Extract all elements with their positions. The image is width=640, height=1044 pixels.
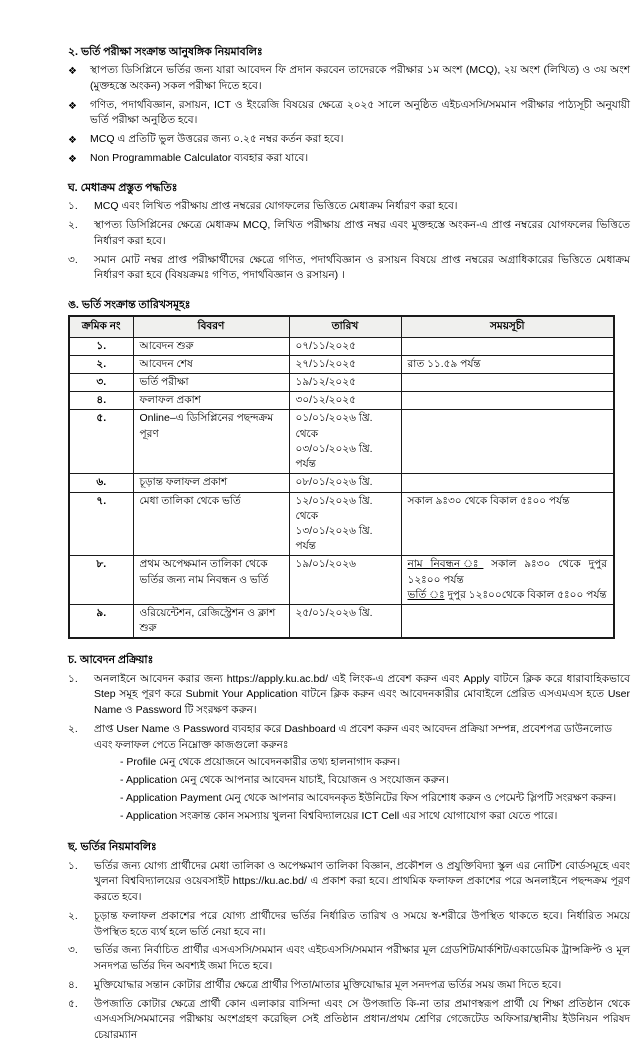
list-item [68, 672, 630, 719]
col-header-description: বিবরণ [133, 316, 289, 337]
diamond-bullet-icon: ❖ [68, 135, 77, 147]
sub-list-item: - Profile মেনু থেকে প্রয়োজনে আবেদনকারীর তথ্য হালনাগাদ করুন। [120, 756, 401, 769]
list-item-number: ২. [68, 722, 78, 735]
diamond-bullet-icon: ❖ [68, 154, 77, 166]
list-item [68, 98, 630, 130]
cell-date [289, 392, 401, 410]
cell-serial: ২. [69, 355, 133, 373]
cell-serial: ৬. [69, 474, 133, 492]
col-header-serial: ক্রমিক নং [69, 316, 133, 337]
table-row [69, 355, 614, 373]
cell-date [289, 337, 401, 355]
list-item-number: ১. [68, 200, 78, 213]
list-item [68, 978, 630, 994]
list-item [68, 722, 630, 827]
list-item-text: ভর্তির জন্য নির্বাচিত প্রার্থীর এসএসসি/সমমান এবং এইচএসসি/সমমান পরীক্ষার মূল গ্রেডশিট/মার্কশিট/একাডেমিক ট্রান্সক্রিপ্ট ও মূল সনদপত্র ভর্তির দিন অবশ্যই জমা দিতে হবে। [94, 944, 630, 973]
list-item-number: ১. [68, 859, 78, 872]
col-header-date: তারিখ [289, 316, 401, 337]
sub-list-item: - Application মেনু থেকে আপনার আবেদন যাচাই, বিয়োজন ও সংযোজন করুন। [120, 774, 449, 787]
cell-date [289, 492, 401, 556]
admission-dates-table [68, 315, 615, 639]
section-admission-rules [68, 839, 630, 1043]
table-row [69, 337, 614, 355]
cell-schedule [401, 492, 614, 556]
list-item-text: স্থাপত্য ডিসিপ্লিনে ভর্তির জন্য যারা আবেদন ফি প্রদান করবেন তাদেরকে পরীক্ষার ১ম অংশ (MCQ), ২য় অংশ (লিখিত) ও ৩য় অংশ (মুক্তহস্তে অংকন) সকল পরীক্ষা দিতে হবে। [90, 64, 630, 92]
list-item-text: সমান মোট নম্বর প্রাপ্ত পরীক্ষার্থীদের ক্ষেত্রে গণিত, পদার্থবিজ্ঞান ও রসায়ন বিষয়ে প্রাপ্ত নম্বরের অগ্রাধিকারের ভিত্তিতে মেধাক্রম নির্ধারণ করা হবে (বিষয়ক্রমঃ গণিত, পদার্থবিজ্ঞান ও রসায়ন) । [94, 253, 630, 282]
list-item-number: ২. [68, 219, 78, 232]
sub-list-item: - Application সংক্রান্ত কোন সমস্যায় খুলনা বিশ্ববিদ্যালয়ের ICT Cell এর সাথে যোগাযোগ করা যেতে পারে। [120, 809, 558, 822]
section-exam-rules [68, 44, 630, 167]
cell-schedule [401, 337, 614, 355]
list-item-text: গণিত, পদার্থবিজ্ঞান, রসায়ন, ICT ও ইংরেজি বিষয়ের ক্ষেত্রে ২০২৫ সালে অনুষ্ঠিত এইচএসসি/সমমান পরীক্ষার পাঠ্যসূচী অনুযায়ী ভর্তি পরীক্ষা অনুষ্ঠিত হবে। [90, 98, 630, 127]
list-item-text: MCQ এবং লিখিত পরীক্ষায় প্রাপ্ত নম্বরের যোগফলের ভিত্তিতে মেধাক্রম নির্ধারণ করা হবে। [94, 200, 458, 213]
schedule-line: সকাল ৯ঃ৩০ থেকে বিকাল ৫ঃ০০ পর্যন্ত [407, 494, 570, 507]
cell-serial: ৯. [69, 605, 133, 639]
cell-schedule [401, 410, 614, 474]
list-item-text: স্থাপত্য ডিসিপ্লিনের ক্ষেত্রে মেধাক্রম MCQ, লিখিত পরীক্ষায় প্রাপ্ত নম্বর এবং মুক্তহস্তে অংকন-এ প্রাপ্ত নম্বরের যোগফলের ভিত্তিতে নির্ধারণ করা হবে। [94, 219, 630, 247]
section-merit-method [68, 180, 630, 284]
date-line: ৩০/১২/২০২৫ [295, 394, 356, 407]
list-item-text: ভর্তির জন্য যোগ্য প্রার্থীদের মেধা তালিকা ও অপেক্ষমাণ তালিকা বিজ্ঞান, প্রকৌশল ও প্রযুক্তিবিদ্যা স্কুল এর নোটিশ বোর্ডসমূহে এবং খুলনা বিশ্ববিদ্যালয়ের ওয়েবসাইট https://ku.ac.bd/ এ প্রকাশ করা হবে। প্রাথমিক ফলাফল প্রকাশের পরে অনলাইনে পছন্দক্রম পূরণ করতে হবে। [94, 859, 630, 904]
cell-date [289, 410, 401, 474]
cell-schedule [401, 373, 614, 391]
admission-rules-list [68, 859, 630, 1044]
date-line: ০১/০১/২০২৬ খ্রি. থেকে [295, 412, 373, 440]
cell-description: চূড়ান্ত ফলাফল প্রকাশ [133, 474, 289, 492]
list-item-number: ২. [68, 909, 78, 922]
date-line: ২৭/১১/২০২৫ [295, 357, 356, 370]
cell-description: ভর্তি পরীক্ষা [133, 373, 289, 391]
schedule-line: রাত ১১.৫৯ পর্যন্ত [407, 357, 481, 370]
table-row [69, 410, 614, 474]
section-admission-rules-title: ছ. ভর্তির নিয়মাবলিঃ [68, 841, 157, 854]
table-row [69, 392, 614, 410]
cell-schedule [401, 355, 614, 373]
cell-date [289, 373, 401, 391]
cell-description: মেধা তালিকা থেকে ভর্তি [133, 492, 289, 556]
section-application-title: চ. আবেদন প্রক্রিয়াঃ [68, 654, 154, 667]
application-process-list [68, 672, 630, 827]
cell-schedule [401, 605, 614, 639]
cell-date [289, 556, 401, 605]
diamond-bullet-icon: ❖ [68, 100, 77, 112]
table-row [69, 474, 614, 492]
cell-schedule [401, 474, 614, 492]
cell-date [289, 474, 401, 492]
date-line: ১৯/০১/২০২৬ [295, 558, 356, 571]
list-item-number: ১. [68, 672, 78, 685]
list-item [68, 132, 630, 148]
cell-description: ফলাফল প্রকাশ [133, 392, 289, 410]
date-line: ০৭/১১/২০২৫ [295, 339, 356, 352]
section-merit-title: ঘ. মেধাক্রম প্রস্তুত পদ্ধতিঃ [68, 182, 178, 195]
date-line: ১২/০১/২০২৬ খ্রি. থেকে [295, 494, 373, 522]
list-item [68, 997, 630, 1044]
list-item [68, 943, 630, 975]
date-line: ২৫/০১/২০২৬ খ্রি. [295, 607, 373, 620]
table-row [69, 556, 614, 605]
list-item-text: Non Programmable Calculator ব্যবহার করা যাবে। [90, 152, 309, 165]
list-item-text: প্রাপ্ত User Name ও Password ব্যবহার করে Dashboard এ প্রবেশ করুন এবং আবেদন প্রক্রিয়া সম্পন্ন, প্রবেশপত্র ডাউনলোড এবং ফলাফল পেতে নিম্নোক্ত কাজগুলো করুনঃ [94, 722, 613, 751]
date-line: ০৮/০১/২০২৬ খ্রি. [295, 476, 373, 489]
cell-serial: ৭. [69, 492, 133, 556]
schedule-line: ভর্তি ঃ দুপুর ১২ঃ০০থেকে বিকাল ৫ঃ০০ পর্যন্ত [407, 588, 607, 601]
cell-description: Online–এ ডিসিপ্লিনের পছন্দক্রম পূরণ [133, 410, 289, 474]
list-item [68, 151, 630, 167]
list-item-number: ৫. [68, 997, 78, 1010]
list-item [68, 909, 630, 941]
sub-list [120, 755, 630, 824]
date-line: ১৯/১২/২০২৫ [295, 375, 356, 388]
list-item-number: ৩. [68, 253, 78, 266]
list-item [68, 253, 630, 285]
cell-serial: ৮. [69, 556, 133, 605]
sub-list-item: - Application Payment মেনু থেকে আপনার আবেদনকৃত ইউনিটের ফিস পরিশোধ করুন ও পেমেন্ট স্লিপটি সংরক্ষণ করুন। [120, 791, 617, 804]
cell-serial: ১. [69, 337, 133, 355]
list-item-text: MCQ এ প্রতিটি ভুল উত্তরের জন্য ০.২৫ নম্বর কর্তন করা হবে। [90, 133, 344, 146]
exam-rules-list [68, 63, 630, 167]
list-item-text: উপজাতি কোটার ক্ষেত্রে প্রার্থী কোন এলাকার বাসিন্দা এবং সে উপজাতি কি-না তার প্রমাণস্বরূপ প্রার্থী যে শিক্ষা প্রতিষ্ঠান থেকে এসএসসি/সমমানের পরীক্ষায় অংশগ্রহণ করেছিল সেই প্রতিষ্ঠান প্রধান/প্রথম শ্রেণির গেজেটেড অফিসার/স্থানীয় ইউনিয়ন পরিষদ চেয়ারম্যান [94, 997, 630, 1042]
schedule-label-underlined: নাম নিবন্ধন ঃ [407, 558, 484, 571]
list-item [68, 218, 630, 250]
cell-serial: ৪. [69, 392, 133, 410]
cell-schedule [401, 556, 614, 605]
col-header-schedule: সময়সূচী [401, 316, 614, 337]
list-item-text: চূড়ান্ত ফলাফল প্রকাশের পরে যোগ্য প্রার্থীদের ভর্তির নির্ধারিত তারিখ ও সময়ে স্ব-শরীরে উপস্থিত থাকতে হবে। নির্ধারিত সময়ে উপস্থিত হতে ব্যর্থ হলে ভর্তি নেয়া হবে না। [94, 909, 630, 938]
cell-description: প্রথম অপেক্ষমান তালিকা থেকে ভর্তির জন্য নাম নিবন্ধন ও ভর্তি [133, 556, 289, 605]
cell-date [289, 605, 401, 639]
section-exam-rules-title: ২. ভর্তি পরীক্ষা সংক্রান্ত আনুষঙ্গিক নিয়মাবলিঃ [68, 46, 263, 58]
merit-method-list [68, 199, 630, 284]
list-item-number: ৪. [68, 978, 78, 991]
cell-description: ওরিয়েন্টেশন, রেজিস্ট্রেশন ও ক্লাশ শুরু [133, 605, 289, 639]
list-item [68, 199, 630, 215]
list-item [68, 63, 630, 95]
diamond-bullet-icon: ❖ [68, 66, 77, 78]
list-item-text: মুক্তিযোদ্ধার সন্তান কোটার প্রার্থীর ক্ষেত্রে প্রার্থীর পিতা/মাতার মুক্তিযোদ্ধার মূল সনদপত্র ভর্তির সময় জমা দিতে হবে। [94, 978, 562, 991]
date-line: ১৩/০১/২০২৬ খ্রি. পর্যন্ত [295, 524, 373, 553]
table-row [69, 373, 614, 391]
table-row [69, 605, 614, 639]
section-admission-dates [68, 297, 630, 639]
schedule-line: নাম নিবন্ধন ঃ সকাল ৯ঃ৩০ থেকে দুপুর ১২ঃ০০ পর্যন্ত [407, 558, 607, 586]
dates-table-caption: ঙ. ভর্তি সংক্রান্ত তারিখসমূহঃ [68, 299, 191, 312]
cell-schedule [401, 392, 614, 410]
list-item [68, 859, 630, 906]
cell-description: আবেদন শেষ [133, 355, 289, 373]
list-item-number: ৩. [68, 944, 78, 957]
cell-serial: ৫. [69, 410, 133, 474]
table-header-row [69, 316, 614, 337]
schedule-label-underlined: ভর্তি ঃ [407, 588, 445, 601]
cell-date [289, 355, 401, 373]
cell-description: আবেদন শুরু [133, 337, 289, 355]
list-item-text: অনলাইনে আবেদন করার জন্য https://apply.ku.ac.bd/ এই লিংক-এ প্রবেশ করুন এবং Apply বাটনে ক্লিক করে ধারাবাহিকভাবে Step সমূহ পূরণ করে Submit Your Application বাটনে ক্লিক করুন এবং আবেদনকারীর মোবাইলে প্রেরিত এসএমএস হতে User Name ও Password টি সংরক্ষণ করুন। [94, 672, 630, 717]
table-row [69, 492, 614, 556]
cell-serial: ৩. [69, 373, 133, 391]
section-application-process [68, 652, 630, 826]
date-line: ০৩/০১/২০২৬ খ্রি. পর্যন্ত [295, 442, 373, 471]
